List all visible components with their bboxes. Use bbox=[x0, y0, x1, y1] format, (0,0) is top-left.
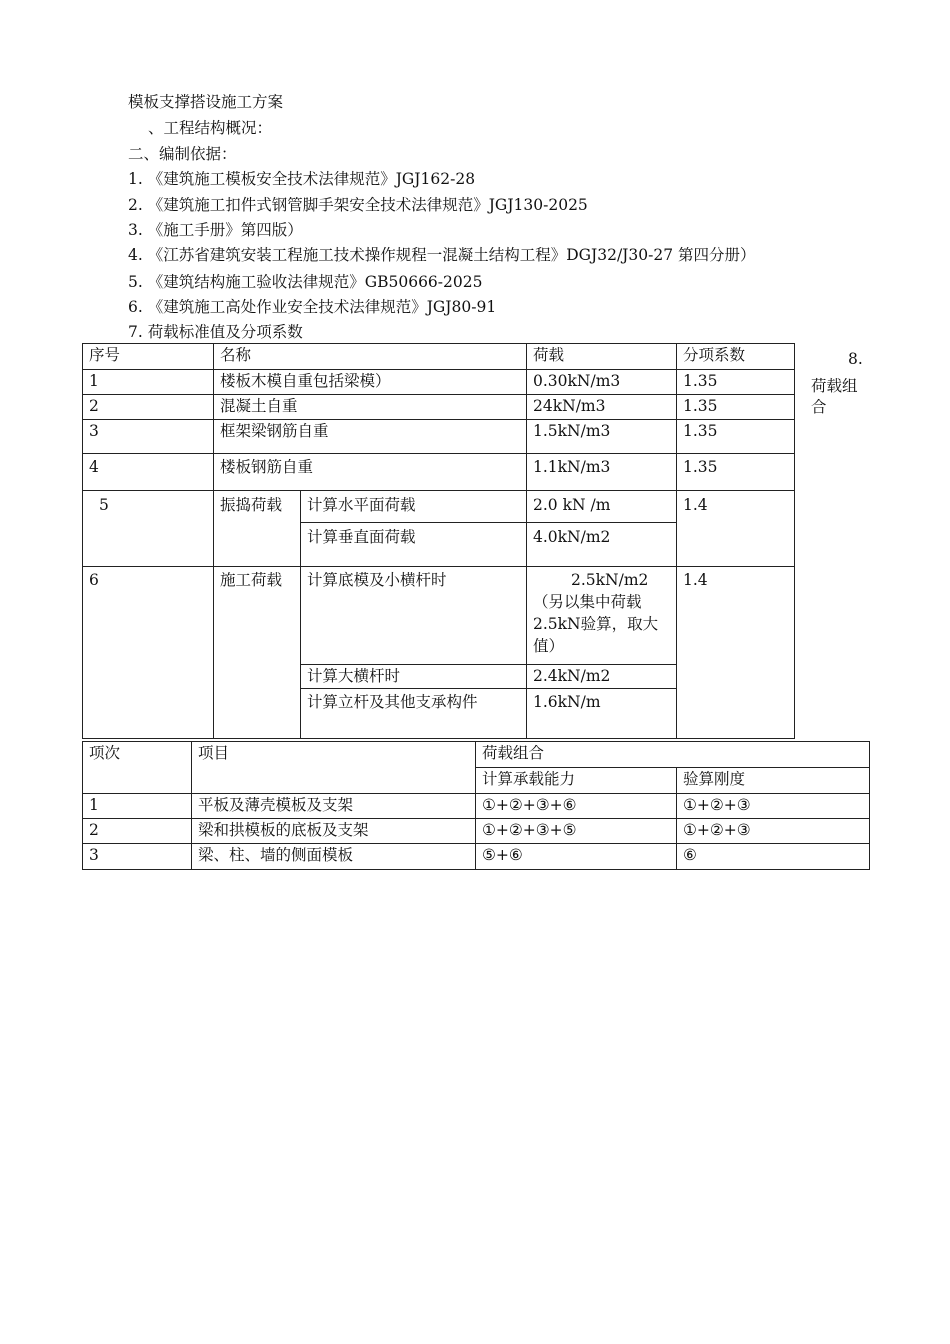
row-no: 1 bbox=[83, 794, 192, 819]
row-factor: 1.35 bbox=[677, 420, 795, 454]
doc-title: 模板支撑搭设施工方案 bbox=[128, 93, 284, 111]
row-name: 混凝土自重 bbox=[214, 395, 527, 420]
row-no: 1 bbox=[83, 370, 214, 395]
row-capacity: ⑤+⑥ bbox=[476, 844, 677, 870]
row-no: 4 bbox=[83, 454, 214, 491]
row-capacity: ①+②+③+⑤ bbox=[476, 819, 677, 844]
table-header-row bbox=[83, 344, 795, 370]
ref-item: 6. 《建筑施工高处作业安全技术法律规范》JGJ80-91 bbox=[128, 298, 497, 316]
header-load: 荷载 bbox=[527, 344, 677, 370]
ref-item: 7. 荷载标准值及分项系数 bbox=[128, 323, 303, 341]
row-factor: 1.4 bbox=[677, 491, 795, 567]
sub-load: 1.6kN/m bbox=[527, 689, 677, 739]
combo-table bbox=[82, 741, 870, 870]
header-stiffness: 验算刚度 bbox=[677, 768, 870, 794]
section-basis: 二、编制依据： bbox=[128, 145, 237, 163]
header-capacity: 计算承载能力 bbox=[476, 768, 677, 794]
row-item: 梁、柱、墙的侧面模板 bbox=[192, 844, 476, 870]
row-load: 0.30kN/m3 bbox=[527, 370, 677, 395]
header-combination: 荷载组合 bbox=[476, 742, 870, 768]
row-factor: 1.35 bbox=[677, 454, 795, 491]
table-row bbox=[83, 844, 870, 870]
row-no: 3 bbox=[83, 420, 214, 454]
section-structure-overview: 、工程结构概况： bbox=[148, 119, 273, 137]
table-row bbox=[83, 454, 795, 491]
row-name: 振捣荷载 bbox=[214, 491, 301, 567]
ref-item: 3. 《施工手册》第四版） bbox=[128, 221, 303, 239]
sub-load: 4.0kN/m2 bbox=[527, 523, 677, 567]
ref-item: 4. 《江苏省建筑安装工程施工技术操作规程一混凝土结构工程》DGJ32/J30-27 第四分册） bbox=[128, 246, 756, 264]
row-factor: 1.35 bbox=[677, 395, 795, 420]
ref-item: 2. 《建筑施工扣件式钢管脚手架安全技术法律规范》JGJ130-2025 bbox=[128, 196, 588, 214]
row-stiffness: ①+②+③ bbox=[677, 794, 870, 819]
combo-header-row bbox=[83, 742, 870, 768]
table-row bbox=[83, 395, 795, 420]
row-load: 1.5kN/m3 bbox=[527, 420, 677, 454]
row-factor: 1.4 bbox=[677, 567, 795, 739]
row-no: 5 bbox=[83, 491, 214, 567]
ref-item: 1. 《建筑施工模板安全技术法律规范》JGJ162-28 bbox=[128, 170, 476, 188]
row-name: 施工荷载 bbox=[214, 567, 301, 739]
row-load: 24kN/m3 bbox=[527, 395, 677, 420]
row-no: 2 bbox=[83, 395, 214, 420]
sub-item: 计算立杆及其他支承构件 bbox=[301, 689, 527, 739]
table-row bbox=[83, 794, 870, 819]
header-item: 项目 bbox=[192, 742, 476, 794]
sub-item: 计算底模及小横杆时 bbox=[301, 567, 527, 665]
row-no: 3 bbox=[83, 844, 192, 870]
sub-load: 2.5kN/m2 （另以集中荷载2.5kN验算，取大值） bbox=[527, 567, 677, 665]
sub-item: 计算垂直面荷载 bbox=[301, 523, 527, 567]
row-stiffness: ⑥ bbox=[677, 844, 870, 870]
row-no: 6 bbox=[83, 567, 214, 739]
header-no: 序号 bbox=[83, 344, 214, 370]
header-name: 名称 bbox=[214, 344, 527, 370]
row-name: 框架梁钢筋自重 bbox=[214, 420, 527, 454]
table-row bbox=[83, 420, 795, 454]
row-no: 2 bbox=[83, 819, 192, 844]
row-factor: 1.35 bbox=[677, 370, 795, 395]
row-name: 楼板钢筋自重 bbox=[214, 454, 527, 491]
row-name: 楼板木模自重包括梁模） bbox=[214, 370, 527, 395]
sub-load: 2.4kN/m2 bbox=[527, 665, 677, 689]
side-note-text: 荷载组合 bbox=[811, 377, 858, 416]
row-item: 梁和拱模板的底板及支架 bbox=[192, 819, 476, 844]
sub-item: 计算大横杆时 bbox=[301, 665, 527, 689]
ref-item: 5. 《建筑结构施工验收法律规范》GB50666-2025 bbox=[128, 273, 483, 291]
load-table bbox=[82, 343, 795, 739]
row-load: 1.1kN/m3 bbox=[527, 454, 677, 491]
table-row bbox=[83, 370, 795, 395]
header-item-no: 项次 bbox=[83, 742, 192, 794]
table-row bbox=[83, 819, 870, 844]
row-item: 平板及薄壳模板及支架 bbox=[192, 794, 476, 819]
sub-load: 2.0 kN /m bbox=[527, 491, 677, 523]
row-capacity: ①+②+③+⑥ bbox=[476, 794, 677, 819]
side-note-number: 8. bbox=[848, 350, 863, 368]
sub-item: 计算水平面荷载 bbox=[301, 491, 527, 523]
header-factor: 分项系数 bbox=[677, 344, 795, 370]
table-row bbox=[83, 567, 795, 665]
table-row bbox=[83, 491, 795, 523]
row-stiffness: ①+②+③ bbox=[677, 819, 870, 844]
